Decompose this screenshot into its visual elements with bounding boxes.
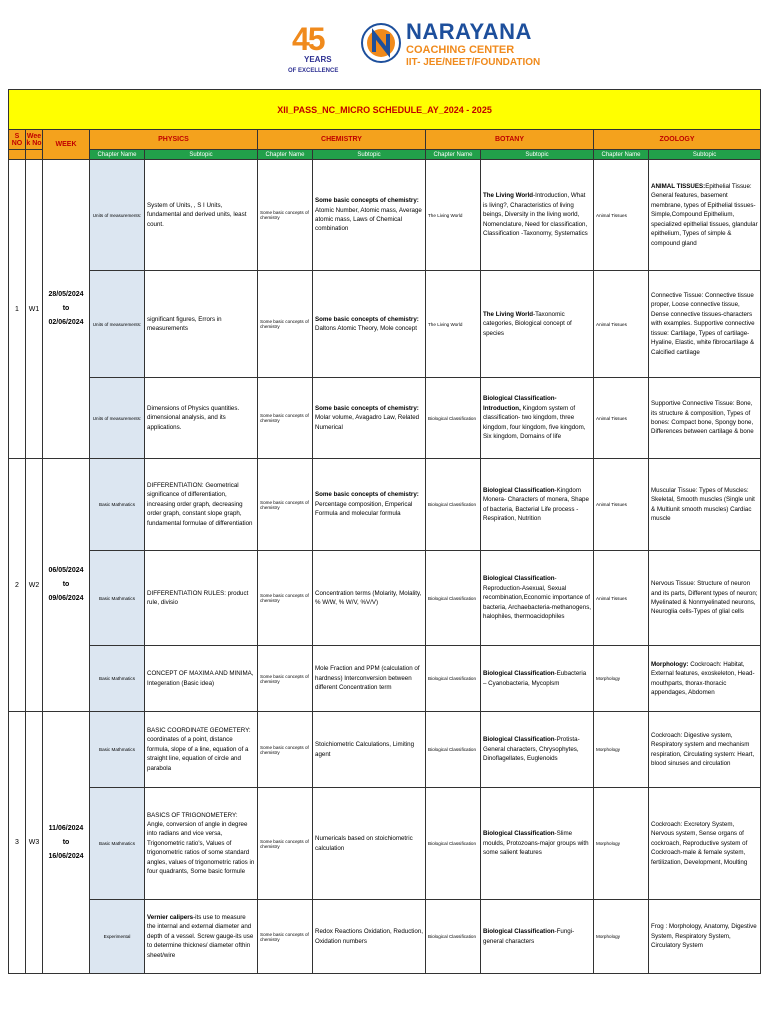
col-chapter-name: Chapter Name [594, 150, 649, 160]
week-date-to: to [62, 838, 70, 846]
subtopic-cell [649, 551, 761, 646]
subtopic-text: Redox Reactions Oxidation, Reduction, Oxidation numbers [315, 928, 423, 945]
week-date-date-from: 11/06/2024 [48, 824, 84, 832]
subtopic-cell [649, 712, 761, 788]
subtopic-cell [481, 646, 594, 712]
subtopic-text: -Protista-General characters, Chrysophytes, Dinoflagellates, Euglenoids [483, 736, 580, 763]
subtopic-cell [145, 271, 258, 378]
chapter-name-cell: Some basic concepts of chemistry [258, 271, 313, 378]
subtopic-heading: The Living World [483, 192, 534, 200]
chapter-name-cell: Animal Tissues [594, 271, 649, 378]
subtopic-text: -Taxonomic categories, Biological concept of species [483, 310, 572, 337]
subtopic-cell [313, 712, 426, 788]
subtopic-cell [313, 271, 426, 378]
subtopic-text: System of Units, , S I Units, fundamental and derived units, least count. [147, 201, 247, 228]
anniversary-number: 45 [292, 21, 324, 57]
week-number: W3 [26, 712, 43, 974]
subtopic-cell [481, 551, 594, 646]
chapter-name-cell: Some basic concepts of chemistry [258, 712, 313, 788]
subtopic-cell [313, 551, 426, 646]
chapter-name-cell: Some basic concepts of chemistry [258, 788, 313, 900]
chapter-name-cell: The Living World [426, 160, 481, 271]
col-chapter-name: Chapter Name [426, 150, 481, 160]
subtopic-cell [313, 378, 426, 459]
schedule-title: XII_PASS_NC_MICRO SCHEDULE_AY_2024 - 2025 [9, 90, 761, 130]
chapter-name-cell: Morphology [594, 646, 649, 712]
week-sno: 1 [9, 160, 26, 459]
subtopic-text: -Introduction, What is living?, Characteristics of living beings, Diversity in the living world, Nomenclature, Need for classification, Classification -Taxonomy, Systematics [483, 192, 588, 238]
col-chapter-name: Chapter Name [258, 150, 313, 160]
subtopic-cell [649, 788, 761, 900]
col-week: WEEK [43, 130, 90, 160]
subtopic-heading: Biological Classification-Introduction, [483, 395, 557, 412]
subtopic-text: Stoichiometric Calculations, Limiting agent [315, 741, 415, 758]
subtopic-text: -its use to measure the internal and external diameter and depth of a vessel. Screw gauge-its use to determine thicknes/ diameter ofthin sheet/wire [147, 913, 254, 959]
subtopic-text: Cockroach: Digestive system, Respiratory system and mechanism respiration, Circulating system: Heart, blood sinuses and circulation [651, 731, 755, 767]
subtopic-cell [313, 646, 426, 712]
subtopic-cell [313, 459, 426, 551]
anniversary-tagline: OF EXCELLENCE [288, 68, 339, 74]
header-logos [0, 16, 768, 80]
chapter-name-cell: Some basic concepts of chemistry [258, 646, 313, 712]
subtopic-heading: Biological Classification [483, 928, 555, 936]
table-row [9, 271, 761, 378]
subtopic-cell [649, 378, 761, 459]
subtopic-text: BASIC COORDINATE GEOMETERY: coordinates of a point, distance formula, slope of a line, equation of a straight line, equation of circle and parabola [147, 726, 251, 772]
table-row [9, 712, 761, 788]
table-row [9, 459, 761, 551]
col-subtopic: Subtopic [649, 150, 761, 160]
col-chapter-name: Chapter Name [90, 150, 145, 160]
subtopic-heading: Morphology: [651, 660, 689, 668]
subtopic-text: Numericals based on stoichiometric calculation [315, 835, 413, 852]
table-row [9, 900, 761, 974]
chapter-name-cell: Biological Classification [426, 900, 481, 974]
subtopic-cell [313, 160, 426, 271]
subtopic-cell [313, 900, 426, 974]
brand-tagline: IIT- JEE/NEET/FOUNDATION [406, 57, 541, 68]
chapter-name-cell: Biological Classification [426, 646, 481, 712]
subtopic-text: Supportive Connective Tissue: Bone, its structure & composition, Types of bones: Compact bone, Spongy bone, Differences between cartilage & bone [651, 400, 754, 436]
col-subtopic: Subtopic [481, 150, 594, 160]
chapter-name-cell: Animal Tissues [594, 378, 649, 459]
week-sno: 3 [9, 712, 26, 974]
subtopic-text: DIFFERENTIATION: Geometrical significance of differentiation, increasing order graph, decreasing order graph, constant slope graph, fundamental formulae of differentiation [147, 481, 253, 527]
subtopic-cell [145, 712, 258, 788]
subject-chemistry: CHEMISTRY [258, 130, 426, 150]
chapter-name-cell: Some basic concepts of chemistry [258, 378, 313, 459]
subtopic-text: -Fungi-general characters [483, 928, 575, 945]
week-dates [43, 459, 90, 712]
chapter-name-cell: Basic Mathmatics [90, 788, 145, 900]
subject-zoology: ZOOLOGY [594, 130, 761, 150]
chapter-name-cell: Some basic concepts of chemistry [258, 459, 313, 551]
subtopic-text: Mole Fraction and PPM (calculation of hardness) Interconversion between different Concentration term [315, 665, 420, 692]
subtopic-text: Dimensions of Physics quantities. dimensional analysis, and its applications. [147, 404, 240, 431]
subtopic-cell [481, 160, 594, 271]
week-number: W2 [26, 459, 43, 712]
table-row [9, 551, 761, 646]
chapter-name-cell: Some basic concepts of chemistry [258, 551, 313, 646]
subtopic-cell [481, 271, 594, 378]
week-date-date-from: 28/05/2024 [48, 291, 84, 298]
chapter-name-cell: Biological Classification [426, 378, 481, 459]
brand-name: NARAYANA [406, 19, 532, 44]
chapter-name-cell: Biological Classification [426, 551, 481, 646]
chapter-name-cell: Morphology [594, 900, 649, 974]
subtopic-text: Frog : Morphology, Anatomy, Digestive System, Respiratory System, Circulatory System [651, 923, 757, 950]
week-sno: 2 [9, 459, 26, 712]
subtopic-text: -Eubacteria – Cyanobacteria, Mycoplsm [483, 670, 587, 687]
chapter-name-cell: Biological Classification [426, 788, 481, 900]
subtopic-heading: Some basic concepts of chemistry: [315, 315, 419, 323]
subtopic-heading: Biological Classification [483, 486, 555, 494]
chapter-name-cell: Basic Mathmatics [90, 459, 145, 551]
chapter-name-cell: Morphology [594, 788, 649, 900]
subtopic-cell [145, 900, 258, 974]
subtopic-cell [649, 646, 761, 712]
subtopic-text: Daltons Atomic Theory, Mole concept [315, 325, 417, 332]
subtopic-text: Nervous Tissue: Structure of neuron and its parts, Different types of neuron; Myelinated & Nonmyelinated neurons, Neuroglia cells-Types of glial cells [651, 580, 758, 616]
subtopic-text: CONCEPT OF MAXIMA AND MINIMA, Integeration (Basic idea) [147, 670, 254, 687]
week-date-to: to [62, 581, 70, 588]
subtopic-heading: Biological Classification [483, 736, 555, 744]
col-week-number: Wee k No [26, 130, 43, 150]
subtopic-text: -Kingdom Monera- Characters of monera, Shape of bacteria, Bacterial Life process - Respiration, Nutrition [483, 486, 589, 522]
subtopic-text: Cockroach: Excretory System, Nervous system, Sense organs of cockroach, Reproductive system of Cockroach-male & female system, fertilization, Development, Moulting [651, 820, 748, 866]
subtopic-text: Molar volume, Avagadro Law, Related Numerical [315, 414, 420, 431]
col-subtopic: Subtopic [313, 150, 426, 160]
subtopic-cell [145, 459, 258, 551]
subtopic-heading: Some basic concepts of chemistry: [315, 491, 419, 499]
chapter-name-cell: Basic Mathmatics [90, 712, 145, 788]
subtopic-text: -Reproduction-Asexual, Sexual recombination,Economic importance of bacteria, Archaebacteria-methanogens, halophiles, thermoacidophiles [483, 575, 592, 621]
chapter-name-cell: Animal Tissues [594, 459, 649, 551]
col-subtopic: Subtopic [145, 150, 258, 160]
subtopic-text: significant figures, Errors in measurements [147, 315, 222, 332]
subtopic-text: BASICS OF TRIGONOMETERY: Angle, conversion of angle in degree into radians and vice versa, Trigonometric ratio's, Values of trigonometric ratios of some standard angles, values of trigonometric ratios in four quadrants, Some basic formule [147, 811, 255, 876]
week-date-date-to: 16/06/2024 [48, 852, 84, 860]
subtopic-heading: The Living World [483, 310, 534, 318]
week-date-date-to: 09/06/2024 [48, 595, 84, 602]
chapter-name-cell: Some basic concepts of chemistry [258, 900, 313, 974]
chapter-name-cell: Units of measurements: [90, 271, 145, 378]
table-row [9, 788, 761, 900]
subtopic-cell [481, 788, 594, 900]
schedule-table [8, 89, 761, 974]
week-dates [43, 160, 90, 459]
anniversary-years: YEARS [304, 55, 332, 64]
chapter-name-cell: Basic Mathmatics [90, 646, 145, 712]
chapter-name-cell: Experimental [90, 900, 145, 974]
chapter-name-cell: Animal Tissues [594, 551, 649, 646]
chapter-name-cell: The Living World [426, 271, 481, 378]
subtopic-cell [481, 900, 594, 974]
week-date-date-to: 02/06/2024 [48, 319, 84, 326]
anniversary-logo [286, 22, 346, 80]
chapter-name-cell: Basic Mathmatics [90, 551, 145, 646]
subtopic-text: Cockroach: Habitat, External features, exoskeleton, Head-mouthparts, thorax-thoracic appendages, Abdomen [651, 660, 755, 696]
chapter-name-cell: Units of measurements: [90, 160, 145, 271]
subtopic-cell [649, 271, 761, 378]
subtopic-cell [145, 646, 258, 712]
week-dates [43, 712, 90, 974]
subtopic-heading: Some basic concepts of chemistry: [315, 404, 419, 412]
subtopic-text: Atomic Number, Atomic mass, Average atomic mass, Laws of Chemical combination [315, 206, 422, 233]
subtopic-text: -Slime moulds, Protozoans-major groups with some salient features [483, 830, 589, 857]
subtopic-cell [145, 160, 258, 271]
subtopic-heading: Biological Classification [483, 670, 555, 678]
subtopic-heading: Vernier calipers [147, 913, 194, 921]
col-sno: S NO [9, 130, 26, 150]
subject-physics: PHYSICS [90, 130, 258, 150]
subtopic-cell [481, 712, 594, 788]
subtopic-heading: Some basic concepts of chemistry: [315, 197, 419, 205]
week-number: W1 [26, 160, 43, 459]
subtopic-cell [649, 160, 761, 271]
chapter-name-cell: Animal Tissues [594, 160, 649, 271]
chapter-name-cell: Units of measurements: [90, 378, 145, 459]
subtopic-cell [313, 788, 426, 900]
subtopic-cell [145, 788, 258, 900]
subtopic-cell [481, 378, 594, 459]
table-row [9, 646, 761, 712]
chapter-name-cell: Biological Classification [426, 459, 481, 551]
table-row [9, 160, 761, 271]
narayana-emblem-icon [360, 22, 402, 64]
subtopic-cell [649, 459, 761, 551]
chapter-name-cell: Biological Classification [426, 712, 481, 788]
chapter-name-cell: Some basic concepts of chemistry [258, 160, 313, 271]
brand-subtitle: COACHING CENTER [406, 44, 515, 56]
subtopic-cell [145, 551, 258, 646]
subtopic-text: Concentration terms (Molarity, Molality, % W/W, % W/V, %V/V) [315, 589, 422, 606]
subtopic-cell [481, 459, 594, 551]
subtopic-text: Muscular Tissue: Types of Muscles: Skeletal, Smooth muscles (Single unit & Multiunit smooth muscles) Cardiac muscle [651, 486, 755, 522]
subtopic-heading: Biological Classification [483, 575, 555, 583]
subject-botany: BOTANY [426, 130, 594, 150]
week-date-to: to [62, 305, 70, 312]
brand-block [406, 20, 540, 69]
subtopic-heading: ANIMAL TISSUES: [651, 183, 706, 191]
subtopic-heading: Biological Classification [483, 830, 555, 838]
table-row [9, 378, 761, 459]
subtopic-text: Connective Tissue: Connective tissue proper, Loose connective tissue, Dense connective tissues-characters with examples. Supportive connective tissue: Cartilage, Types of cartilage-Hyaline, Elastic, white fibrocartilage & Calcified cartilage [651, 292, 755, 356]
subtopic-text: DIFFERENTIATION RULES: product rule, divisio [147, 589, 249, 606]
chapter-name-cell: Morphology [594, 712, 649, 788]
subtopic-text: Kingdom system of classification- two kingdom, three kingdom, four kingdom, five kingdom, Six kingdom, Domains of life [483, 404, 586, 441]
subtopic-cell [649, 900, 761, 974]
subtopic-text: Epithelial Tissue: General features, basement membrane, types of Epithelial tissues-Simple,Compound Epithelium, specialized epithelial tissues, glandular epithelium, Types of simple & compound gland [651, 183, 758, 247]
subtopic-cell [145, 378, 258, 459]
subtopic-text: Percentage composition, Emperical Formula and molecular formula [315, 500, 413, 518]
week-date-date-from: 06/05/2024 [48, 567, 84, 574]
